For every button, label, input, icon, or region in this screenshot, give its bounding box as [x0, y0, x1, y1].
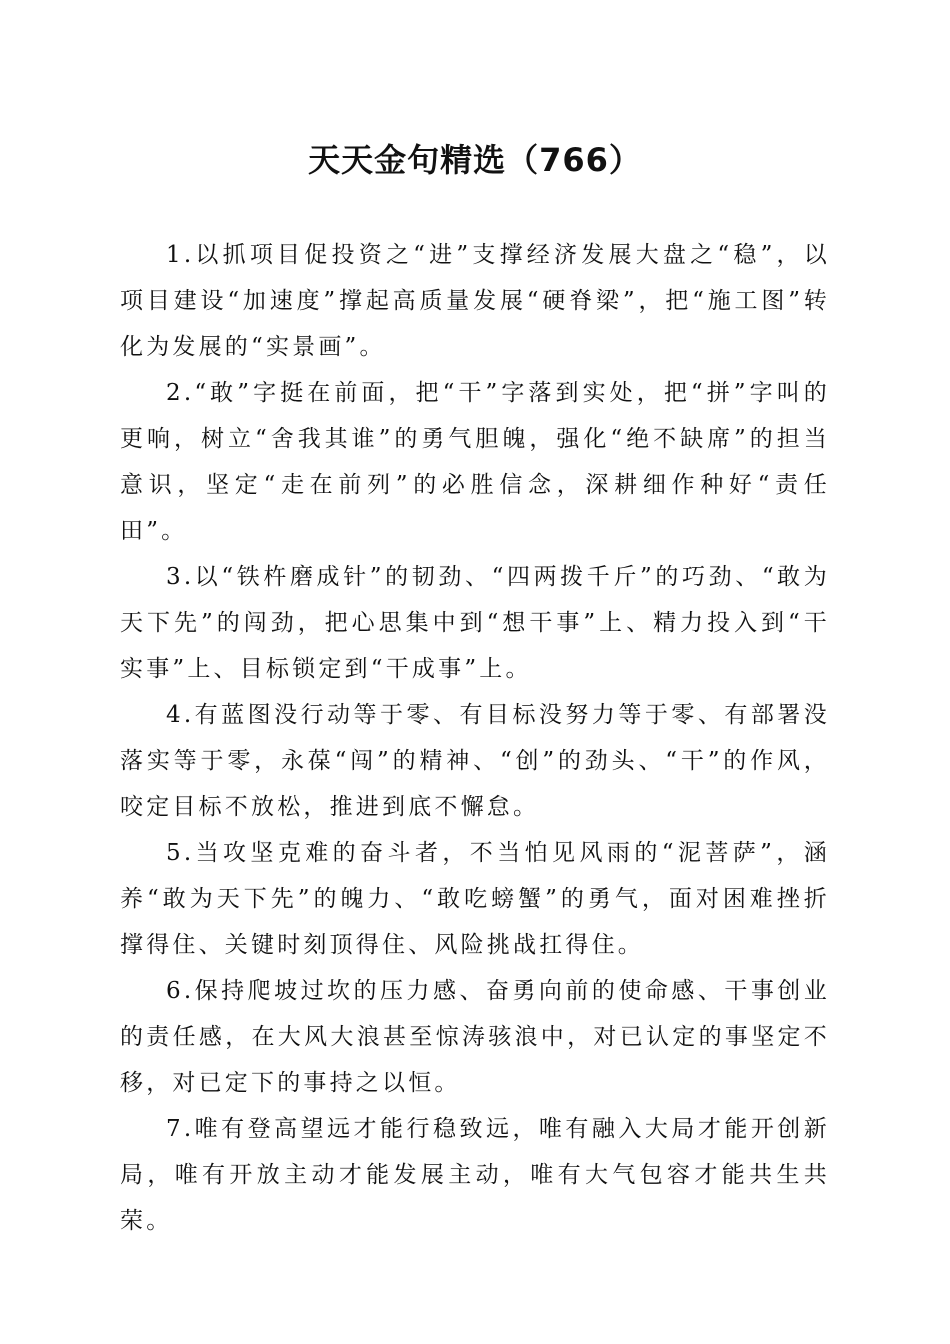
document-body: [120, 232, 830, 1244]
paragraph-3: 3.以“铁杵磨成针”的韧劲、“四两拨千斤”的巧劲、“敢为天下先”的闯劲，把心思集中到“想干事”上、精力投入到“干实事”上、目标锁定到“干成事”上。: [120, 564, 830, 682]
paragraph-5: 5.当攻坚克难的奋斗者，不当怕见风雨的“泥菩萨”，涵养“敢为天下先”的魄力、“敢吃螃蟹”的勇气，面对困难挫折撑得住、关键时刻顶得住、风险挑战扛得住。: [120, 840, 830, 958]
paragraph-6: 6.保持爬坡过坎的压力感、奋勇向前的使命感、干事创业的责任感，在大风大浪甚至惊涛骇浪中，对已认定的事坚定不移，对已定下的事持之以恒。: [120, 978, 830, 1096]
paragraph-1: 1.以抓项目促投资之“进”支撑经济发展大盘之“稳”，以项目建设“加速度”撑起高质量发展“硬脊梁”，把“施工图”转化为发展的“实景画”。: [120, 242, 830, 360]
paragraph-7: 7.唯有登高望远才能行稳致远，唯有融入大局才能开创新局，唯有开放主动才能发展主动，唯有大气包容才能共生共荣。: [120, 1116, 830, 1234]
document-title: 天天金句精选（766）: [308, 141, 642, 179]
paragraph-2: 2.“敢”字挺在前面，把“干”字落到实处，把“拼”字叫的更响，树立“舍我其谁”的勇气胆魄，强化“绝不缺席”的担当意识，坚定“走在前列”的必胜信念，深耕细作种好“责任田”。: [120, 380, 830, 544]
paragraph-4: 4.有蓝图没行动等于零、有目标没努力等于零、有部署没落实等于零，永葆“闯”的精神、“创”的劲头、“干”的作风，咬定目标不放松，推进到底不懈怠。: [120, 702, 830, 820]
